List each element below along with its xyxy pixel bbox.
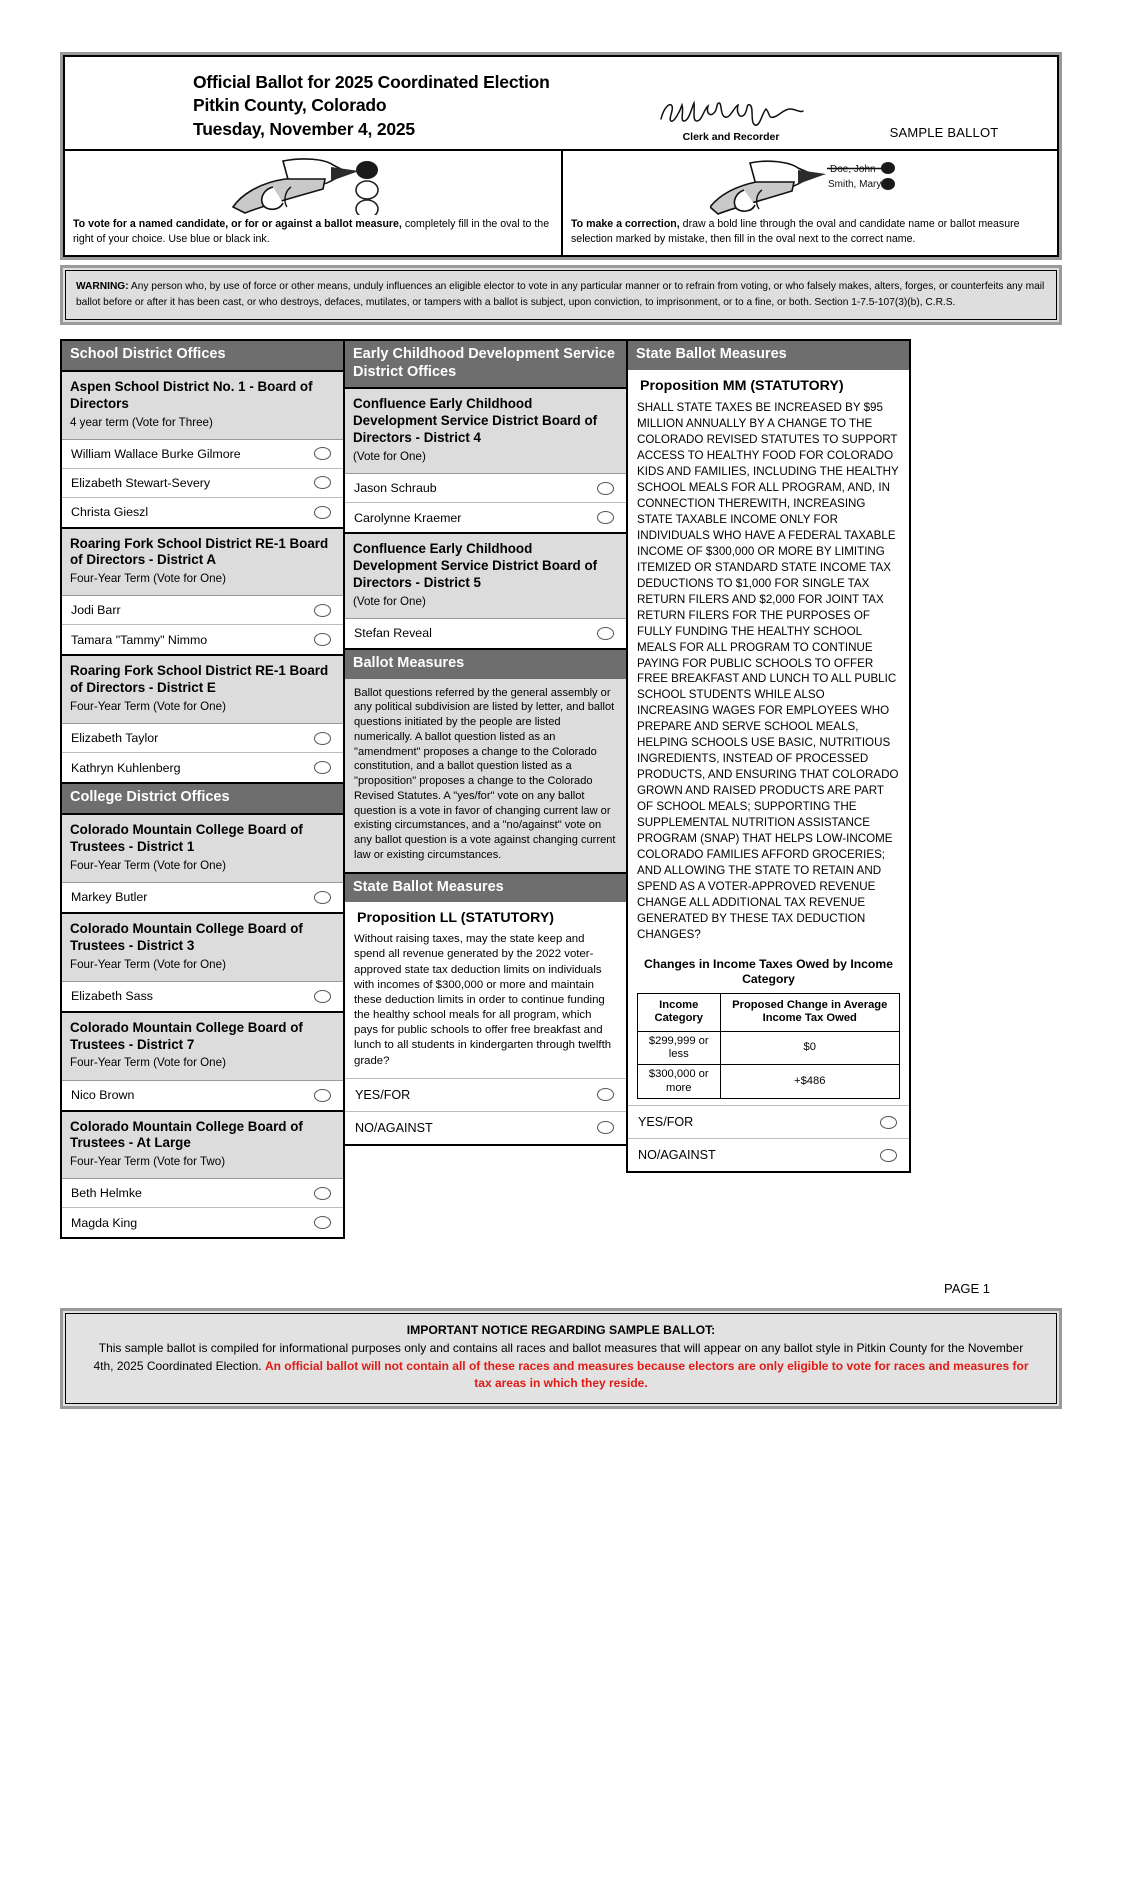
- contest-confluence-district-5: [343, 534, 628, 650]
- contest-subtitle: Four-Year Term (Vote for One): [70, 1056, 226, 1070]
- contest-title: Roaring Fork School District RE-1 Board of Directors - District E: [70, 663, 329, 696]
- warning-box: [60, 265, 1062, 325]
- instruction-vote-rest: completely fill in the oval to the right of your choice. Use blue or black ink.: [73, 218, 550, 246]
- hand-pencil-fill-oval-icon: [73, 157, 553, 215]
- table-cell: $300,000 or more: [638, 1065, 721, 1099]
- candidate-name: Markey Butler: [71, 890, 148, 905]
- proposition-ll-no-row[interactable]: [345, 1111, 626, 1144]
- no-label: NO/AGAINST: [355, 1120, 433, 1135]
- contest-title: Confluence Early Childhood Development Service District Board of Directors - District 4: [353, 396, 598, 446]
- warning-text: Any person who, by use of force or other means, unduly influences an eligible elector to vote in any particular manner or to refrain from voting, or who falsely makes, alters, forges, or counterfeits any mail ballot before or after it has been cast, or who destroys, defaces, mutilates, or tampers with a ballot is subject, upon conviction, to imprisonment, or to a fine, or both. Section 1-7.5-107(3)(b), C.R.S.: [76, 281, 1045, 308]
- ballot-title-group: [193, 71, 613, 141]
- income-table-caption: Changes in Income Taxes Owed by Income Category: [643, 957, 893, 987]
- contest-subtitle: 4 year term (Vote for Three): [70, 415, 213, 429]
- ballot-columns: [60, 339, 1062, 1239]
- contest-subtitle: (Vote for One): [353, 450, 426, 464]
- table-header-row: [638, 993, 900, 1031]
- contest-aspen-school-board: [60, 372, 345, 529]
- section-state-ballot-measures-col3: [626, 339, 911, 1173]
- contest-title: Colorado Mountain College Board of Trustees - District 7: [70, 1019, 303, 1052]
- proposition-ll-title: Proposition LL (STATUTORY): [357, 910, 555, 927]
- candidate-row[interactable]: [62, 440, 343, 469]
- candidate-row[interactable]: [62, 724, 343, 753]
- contest-title: Confluence Early Childhood Development Service District Board of Directors - District 5: [353, 541, 598, 590]
- candidate-name: Elizabeth Sass: [71, 989, 153, 1004]
- contest-subtitle: Four-Year Term (Vote for Two): [70, 1155, 226, 1169]
- section-header-ballot-measures: Ballot Measures: [345, 650, 626, 679]
- proposition-ll-text: Without raising taxes, may the state keep and spend all revenue generated by the 2022 voter-approved state tax deduction limits on individuals with incomes of $300,000 or more and maintain these deduction limits in order to continue funding the healthy school meals for all program, which pays for public schools to offer free breakfast and lunch to all students in kindergarten through twelfth grade?: [354, 933, 612, 1067]
- vote-oval[interactable]: [597, 627, 614, 640]
- contest-title: Colorado Mountain College Board of Trustees - District 1: [70, 821, 303, 854]
- table-header-cell: Proposed Change in Average Income Tax Owed: [720, 993, 900, 1031]
- table-cell: +$486: [720, 1065, 900, 1099]
- vote-oval[interactable]: [314, 604, 331, 617]
- proposition-mm-no-row[interactable]: [628, 1138, 909, 1171]
- contest-title: Roaring Fork School District RE-1 Board of Directors - District A: [70, 535, 329, 568]
- candidate-row[interactable]: [62, 753, 343, 782]
- candidate-row[interactable]: [62, 1081, 343, 1110]
- ballot-column-3: [626, 339, 911, 1173]
- notice-title: IMPORTANT NOTICE REGARDING SAMPLE BALLOT:: [406, 1323, 716, 1338]
- vote-oval[interactable]: [880, 1149, 897, 1162]
- yes-label: YES/FOR: [638, 1115, 694, 1130]
- sample-ballot-label: SAMPLE BALLOT: [889, 125, 999, 140]
- section-header-state-measures: State Ballot Measures: [628, 341, 909, 370]
- instruction-correction: [561, 151, 1057, 255]
- candidate-row[interactable]: [62, 625, 343, 654]
- contest-cmc-at-large: [60, 1112, 345, 1240]
- table-row: [638, 1065, 900, 1099]
- section-state-ballot-measures-col2: [343, 874, 628, 1146]
- contest-title: Colorado Mountain College Board of Trustees - At Large: [70, 1118, 303, 1151]
- ballot-measures-intro: Ballot questions referred by the general assembly or any political subdivision are listed by letter, and ballot questions initiated by the people are listed numerically. A ballot question listed as an "amendment" proposes a change to the Colorado constitution, and a ballot question listed as a "proposition" proposes a change to the Colorado Revised Statutes. A "yes/for" vote on any ballot question is a vote in favor of changing current law or existing circumstances, and a "no/against" vote on any ballot question is a vote against changing current law or existing circumstances.: [354, 686, 616, 861]
- contest-confluence-district-4: [343, 389, 628, 534]
- warning-label: WARNING:: [76, 281, 129, 293]
- contest-roaring-fork-district-a: [60, 529, 345, 657]
- instruction-correction-bold: To make a correction,: [571, 218, 680, 230]
- vote-oval[interactable]: [314, 633, 331, 646]
- candidate-row[interactable]: [62, 982, 343, 1011]
- section-header-ecd: Early Childhood Development Service District Offices: [345, 341, 626, 387]
- vote-oval[interactable]: [314, 732, 331, 745]
- ballot-column-1: [60, 339, 345, 1239]
- candidate-name: Elizabeth Stewart-Severy: [71, 475, 211, 490]
- table-cell: $0: [720, 1031, 900, 1065]
- candidate-name: William Wallace Burke Gilmore: [71, 446, 241, 461]
- contest-subtitle: (Vote for One): [353, 594, 426, 608]
- ballot-header: [60, 52, 1062, 260]
- section-header-state-measures: State Ballot Measures: [345, 874, 626, 903]
- candidate-name: Jason Schraub: [354, 481, 437, 496]
- candidate-row[interactable]: [62, 1208, 343, 1237]
- section-header-college: College District Offices: [62, 784, 343, 813]
- svg-text:Doe, John: Doe, John: [830, 164, 876, 175]
- vote-oval[interactable]: [597, 1121, 614, 1134]
- candidate-name: Stefan Reveal: [354, 626, 432, 641]
- contest-cmc-district-1: [60, 815, 345, 914]
- instruction-correction-rest: draw a bold line through the oval and candidate name or ballot measure selection marked by mistake, then fill in the oval next to the correct name.: [571, 218, 1020, 246]
- candidate-row[interactable]: [345, 503, 626, 532]
- candidate-name: Tamara "Tammy" Nimmo: [71, 632, 208, 647]
- contest-cmc-district-3: [60, 914, 345, 1013]
- ballot-title-line2: Pitkin County, Colorado: [193, 95, 387, 116]
- contest-title: Aspen School District No. 1 - Board of Directors: [70, 378, 313, 411]
- candidate-row[interactable]: [62, 498, 343, 527]
- contest-subtitle: Four-Year Term (Vote for One): [70, 858, 226, 872]
- signature-icon: [656, 97, 806, 127]
- vote-oval[interactable]: [314, 506, 331, 519]
- sample-ballot-notice: [60, 1308, 1062, 1408]
- contest-roaring-fork-district-e: [60, 656, 345, 784]
- instruction-vote: [65, 151, 561, 255]
- income-tax-table: [637, 993, 900, 1100]
- candidate-name: Nico Brown: [71, 1088, 135, 1102]
- proposition-mm-yes-row[interactable]: [628, 1105, 909, 1138]
- candidate-name: Carolynne Kraemer: [354, 510, 462, 525]
- vote-oval[interactable]: [314, 990, 331, 1003]
- vote-oval[interactable]: [314, 761, 331, 774]
- proposition-mm-text: SHALL STATE TAXES BE INCREASED BY $95 MILLION ANNUALLY BY A CHANGE TO THE COLORADO REVISED STATUTES TO SUPPORT ACCESS TO HEALTHY FOOD FOR COLORADO KIDS AND FAMILIES, INCLUDING THE HEALTHY SCHOOL MEALS FOR ALL PROGRAM, AND, IN CONNECTION THEREWITH, INCREASING STATE TAXABLE INCOME ONLY FOR INDIVIDUALS WHO HAVE A FEDERAL TAXABLE INCOME OF $300,000 OR MORE BY LIMITING ITEMIZED OR STANDARD STATE INCOME TAX DEDUCTIONS TO $1,000 FOR SINGLE TAX RETURN FILERS AND $2,000 FOR JOINT TAX RETURN FILERS FOR THE PURPOSES OF FULLY FUNDING THE HEALTHY SCHOOL MEALS FOR ALL PROGRAM TO CONTINUE PAYING FOR PUBLIC SCHOOLS TO OFFER FREE BREAKFAST AND LUNCH TO ALL PUBLIC SCHOOL STUDENTS WHILE ALSO INCREASING WAGES FOR EMPLOYEES WHO PREPARE AND SERVE SCHOOL MEALS, HELPING SCHOOLS USE BASIC, NUTRITIOUS INGREDIENTS, INSTEAD OF PROCESSED PRODUCTS, AND ENSURING THAT COLORADO GROWN AND RAISED PRODUCTS ARE PART OF SCHOOL MEALS; SUPPORTING THE SUPPLEMENTAL NUTRITION ASSISTANCE PROGRAM (SNAP) THAT HELPS LOW-INCOME COLORADO FAMILIES AFFORD GROCERIES; AND ALLOWING THE STATE TO RETAIN AND SPEND AS A VOTER-APPROVED REVENUE CHANGE ALL ADDITIONAL TAX REVENUE GENERATED BY THESE TAX DEDUCTION CHANGES?: [637, 400, 899, 942]
- page-number: PAGE 1: [943, 1281, 990, 1297]
- section-ecd-offices: [343, 339, 628, 389]
- candidate-row[interactable]: [62, 1179, 343, 1208]
- hand-pencil-strike-name-icon: [571, 157, 1049, 215]
- table-cell: $299,999 or less: [638, 1031, 721, 1065]
- vote-oval[interactable]: [314, 447, 331, 460]
- vote-oval[interactable]: [314, 476, 331, 489]
- candidate-name: Elizabeth Taylor: [71, 731, 159, 746]
- candidate-row[interactable]: [62, 883, 343, 912]
- vote-oval[interactable]: [597, 511, 614, 524]
- yes-label: YES/FOR: [355, 1087, 411, 1102]
- vote-oval[interactable]: [314, 1216, 331, 1229]
- vote-oval[interactable]: [314, 891, 331, 904]
- contest-subtitle: Four-Year Term (Vote for One): [70, 700, 226, 714]
- svg-text:Smith, Mary: Smith, Mary: [828, 179, 882, 190]
- notice-warning-text: An official ballot will not contain all of these races and measures because electors are only eligible to vote for races and measures for tax areas in which they reside.: [264, 1358, 1029, 1390]
- contest-subtitle: Four-Year Term (Vote for One): [70, 957, 226, 971]
- ballot-column-2: [343, 339, 628, 1146]
- vote-oval[interactable]: [880, 1116, 897, 1129]
- vote-oval[interactable]: [597, 1088, 614, 1101]
- section-header-school: School District Offices: [62, 341, 343, 370]
- section-ballot-measures: [343, 650, 628, 874]
- section-college-district-offices: [60, 784, 345, 815]
- vote-oval[interactable]: [314, 1089, 331, 1102]
- instructions-row: [63, 151, 1059, 257]
- instruction-vote-text: [73, 215, 553, 247]
- candidate-name: Christa Gieszl: [71, 505, 149, 520]
- candidate-row[interactable]: [62, 596, 343, 625]
- vote-oval[interactable]: [597, 482, 614, 495]
- no-label: NO/AGAINST: [638, 1148, 716, 1163]
- ballot-title-line3: Tuesday, November 4, 2025: [193, 118, 415, 139]
- table-row: [638, 1031, 900, 1065]
- candidate-name: Kathryn Kuhlenberg: [71, 760, 181, 775]
- ballot-title-line1: Official Ballot for 2025 Coordinated Election: [193, 72, 550, 92]
- proposition-ll-yes-row[interactable]: [345, 1078, 626, 1111]
- instruction-vote-bold: To vote for a named candidate, or for or against a ballot measure,: [73, 218, 402, 230]
- contest-cmc-district-7: [60, 1013, 345, 1112]
- candidate-row[interactable]: [345, 474, 626, 503]
- section-school-district-offices: [60, 339, 345, 372]
- instruction-correction-text: [571, 215, 1049, 247]
- candidate-name: Magda King: [71, 1215, 138, 1230]
- contest-title: Colorado Mountain College Board of Trustees - District 3: [70, 920, 303, 953]
- notice-body-text: This sample ballot is compiled for informational purposes only and contains all races and ballot measures that will appear on any ballot style in Pitkin County for the November 4th, 2025 Coordinated Election.: [93, 1341, 1024, 1373]
- candidate-name: Jodi Barr: [71, 603, 121, 618]
- candidate-name: Beth Helmke: [71, 1186, 142, 1201]
- candidate-row[interactable]: [62, 469, 343, 498]
- candidate-row[interactable]: [345, 619, 626, 648]
- proposition-mm-title: Proposition MM (STATUTORY): [640, 377, 844, 394]
- clerk-signature-group: [613, 71, 849, 143]
- contest-subtitle: Four-Year Term (Vote for One): [70, 572, 226, 586]
- table-header-cell: Income Category: [638, 993, 721, 1031]
- clerk-title-label: Clerk and Recorder: [682, 131, 780, 143]
- ballot-page: [0, 52, 1122, 1409]
- vote-oval[interactable]: [314, 1187, 331, 1200]
